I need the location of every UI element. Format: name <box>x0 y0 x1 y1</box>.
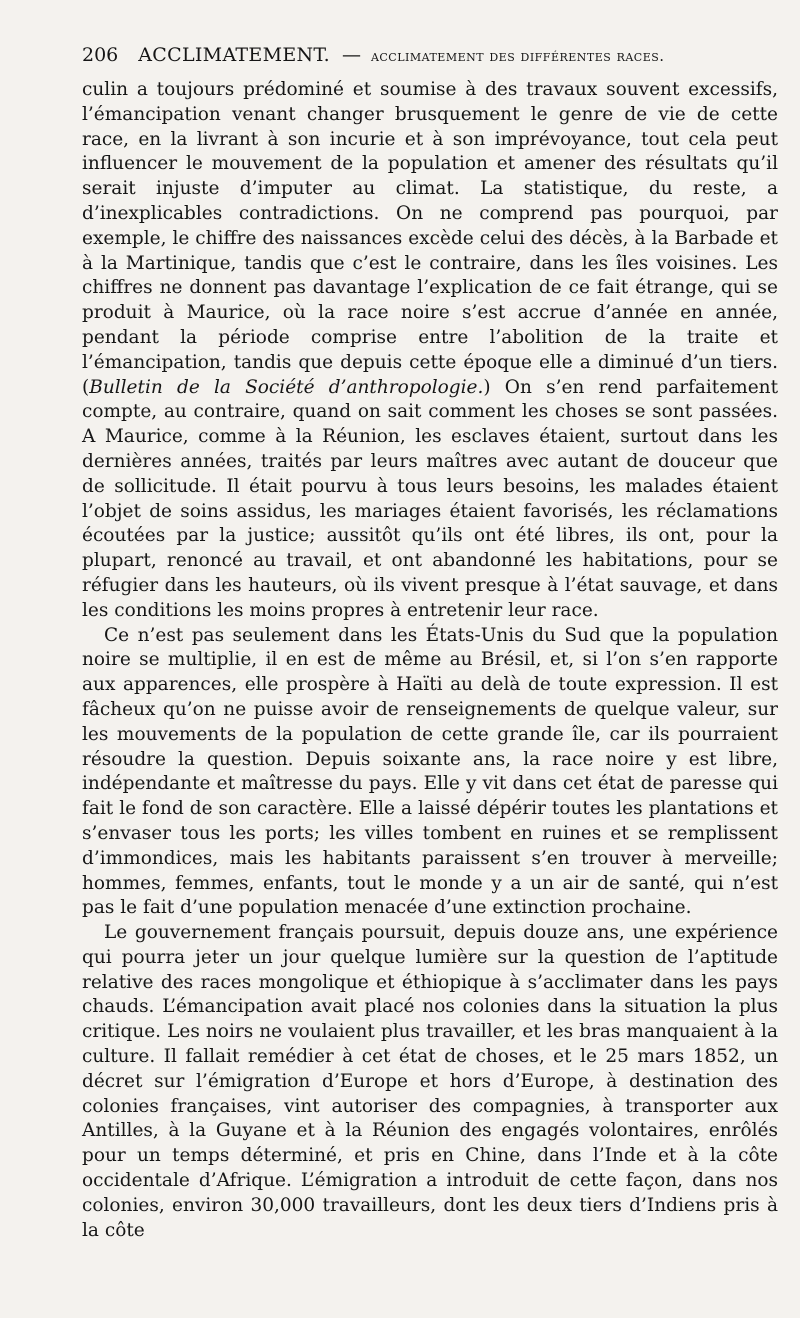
paragraph-1 <box>82 78 778 624</box>
running-head <box>82 44 778 78</box>
citation-bulletin: Bulletin de la Société d’anthropologie. <box>89 376 484 398</box>
paragraph-1-text-b: ) On s’en rend parfaitement compte, au contraire, quand on sait comment les choses se sont passées. A Maurice, comme à la Réunion, les esclaves étaient, surtout dans les dernières années, traités par leurs maîtres avec autant de douceur que de sollicitude. Il était pourvu à tous leurs besoins, les malades étaient l’objet de soins assidus, les mariages étaient favorisés, les réclamations écoutées par la justice; aussitôt qu’ils ont été libres, ils ont, pour la plupart, renoncé au travail, et ont abandonné les habitations, pour se réfugier dans les hauteurs, où ils vivent presque à l’état sauvage, et dans les conditions les moins propres à entretenir leur race. <box>82 376 779 621</box>
paragraph-3: Le gouvernement français poursuit, depuis douze ans, une expérience qui pourra jeter un jour quelque lumière sur la question de l’aptitude relative des races mongolique et éthiopique à s’acclimater dans les pays chauds. L’émancipation avait placé nos colonies dans la situation la plus critique. Les noirs ne voulaient plus travailler, et les bras manquaient à la culture. Il fallait remédier à cet état de choses, et le 25 mars 1852, un décret sur l’émigration d’Europe et hors d’Europe, à destination des colonies françaises, vint autoriser des compagnies, à transporter aux Antilles, à la Guyane et à la Réunion des engagés volontaires, enrôlés pour un temps déterminé, et pris en Chine, dans l’Inde et à la côte occidentale d’Afrique. L’émigration a introduit de cette façon, dans nos colonies, environ 30,000 travailleurs, dont les deux tiers d’Indiens pris à la côte <box>82 922 778 1241</box>
running-head-dash: — <box>341 44 361 66</box>
paragraph-1-text-a: culin a toujours prédominé et soumise à des travaux souvent excessifs, l’émancipation venant changer brusquement le genre de vie de cette race, en la livrant à son incurie et à son imprévoyance, tout cela peut influencer le mouvement de la population et amener des résultats qu’il serait injuste d’imputer au climat. La statistique, du reste, a d’inexplicables contradictions. On ne comprend pas pourquoi, par exemple, le chiffre des naissances excède celui des décès, à la Barbade et à la Martinique, tandis que c’est le contraire, dans les îles voisines. Les chiffres ne donnent pas davantage l’explication de ce fait étrange, qui se produit à Maurice, où la race noire s’est accrue d’année en année, pendant la période comprise entre l’abolition de la traite et l’émancipation, tandis que depuis cette époque elle a diminué d’un tiers. ( <box>82 79 778 398</box>
running-subtitle: acclimatement des différentes races. <box>370 47 665 65</box>
page-number: 206 <box>82 44 119 66</box>
paragraph-2: Ce n’est pas seulement dans les États-Unis du Sud que la population noire se multiplie, il en est de même au Brésil, et, si l’on s’en rapporte aux apparences, elle prospère à Haïti au delà de toute expression. Il est fâcheux qu’on ne puisse avoir de renseignements de quelque valeur, sur les mouvements de la population de cette grande île, car ils pourraient résoudre la question. Depuis soixante ans, la race noire y est libre, indépendante et maîtresse du pays. Elle y vit dans cet état de paresse qui fait le fond de son caractère. Elle a laissé dépérir toutes les plantations et s’envaser tous les ports; les villes tombent en ruines et se remplissent d’immondices, mais les habitants paraissent s’en trouver à merveille; hommes, femmes, enfants, tout le monde y a un air de santé, qui n’est pas le fait d’une population menacée d’une extinction prochaine. <box>82 624 778 919</box>
running-title: ACCLIMATEMENT. <box>138 44 330 66</box>
